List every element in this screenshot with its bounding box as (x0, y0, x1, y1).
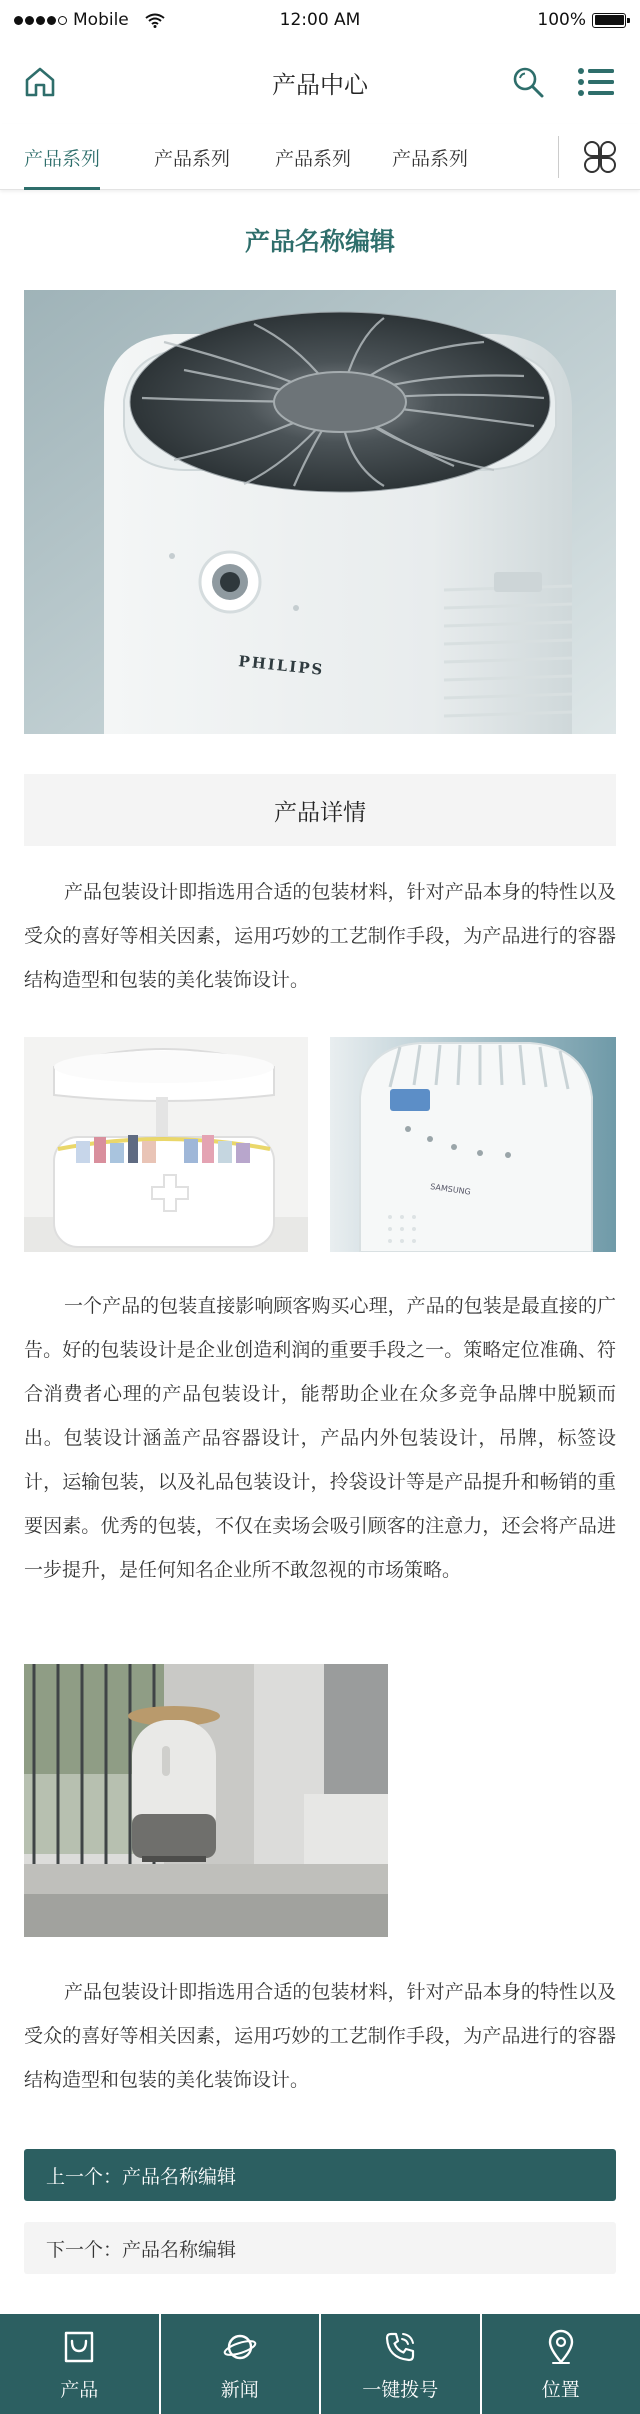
product-image-room-scene (24, 1664, 388, 1937)
tab-series-2[interactable]: 产品系列 (154, 147, 231, 170)
carrier-name: Mobile (73, 10, 129, 30)
hero-brand-label: PHILIPS (237, 652, 326, 679)
tab-series-3[interactable]: 产品系列 (275, 147, 352, 170)
menu-button[interactable] (574, 62, 618, 102)
next-product-link[interactable]: 下一个：产品名称编辑 (24, 2222, 616, 2274)
bottom-nav-news-label: 新闻 (220, 2378, 259, 2401)
tab-series-4[interactable]: 产品系列 (392, 147, 469, 170)
location-pin-icon (541, 2327, 581, 2367)
status-time: 12:00 AM (279, 10, 361, 30)
tabs-more-button[interactable] (578, 136, 622, 178)
previous-product-link[interactable]: 上一个：产品名称编辑 (24, 2149, 616, 2201)
page-title: 产品中心 (272, 70, 368, 99)
description-paragraph-1: 产品包装设计即指选用合适的包装材料，针对产品本身的特性以及受众的喜好等相关因素，运用巧妙的工艺制作手段，为产品进行的容器结构造型和包装的美化装饰设计。 (24, 881, 616, 991)
clover-grid-icon (583, 140, 617, 174)
battery-icon (592, 13, 626, 28)
bottom-nav-location-label: 位置 (541, 2378, 580, 2401)
battery-percent: 100% (537, 10, 586, 30)
planet-icon (220, 2327, 260, 2367)
description-paragraph-2: 一个产品的包装直接影响顾客购买心理，产品的包装是最直接的广告。好的包装设计是企业创造利润的重要手段之一。策略定位准确、符合消费者心理的产品包装设计，能帮助企业在众多竞争品牌中脱颖而出。包装设计涵盖产品容器设计，产品内外包装设计，吊牌，标签设计，运输包装，以及礼品包装设计，拎袋设计等是产品提升和畅销的重要因素。优秀的包装，不仅在卖场会吸引顾客的注意力，还会将产品进一步提升，是任何知名企业所不敢忽视的市场策略。 (24, 1295, 616, 1581)
bottom-nav-news[interactable] (161, 2314, 322, 2414)
bag-icon (59, 2327, 99, 2367)
detail-heading: 产品详情 (24, 774, 616, 846)
status-left (14, 10, 165, 30)
phone-icon (380, 2327, 420, 2367)
signal-strength-icon (14, 16, 67, 25)
status-bar (0, 0, 640, 40)
menu-list-icon (577, 66, 615, 98)
product-title: 产品名称编辑 (244, 227, 395, 256)
bottom-nav-call-label: 一键拨号 (362, 2378, 439, 2401)
bottom-nav-products[interactable] (0, 2314, 161, 2414)
app-header (0, 40, 640, 124)
product-image-air-purifier (330, 1037, 616, 1252)
tab-series-1[interactable]: 产品系列 (24, 124, 100, 190)
home-button[interactable] (20, 62, 60, 102)
bottom-nav-location[interactable] (482, 2314, 640, 2414)
product-image-pill-stand (24, 1037, 308, 1252)
status-right (537, 10, 626, 30)
wifi-icon (145, 13, 165, 28)
search-icon (511, 65, 545, 99)
bottom-nav-products-label: 产品 (60, 2378, 99, 2401)
tabs-divider (558, 136, 559, 178)
hero-product-image (24, 290, 616, 734)
battery-fill (595, 15, 624, 25)
side-brand-label: SAMSUNG (429, 1182, 472, 1197)
home-icon (23, 65, 57, 99)
search-button[interactable] (508, 62, 548, 102)
bottom-nav (0, 2314, 640, 2414)
category-tabs (0, 124, 640, 190)
bottom-nav-call[interactable] (321, 2314, 482, 2414)
description-paragraph-3: 产品包装设计即指选用合适的包装材料，针对产品本身的特性以及受众的喜好等相关因素，运用巧妙的工艺制作手段，为产品进行的容器结构造型和包装的美化装饰设计。 (24, 1981, 616, 2091)
